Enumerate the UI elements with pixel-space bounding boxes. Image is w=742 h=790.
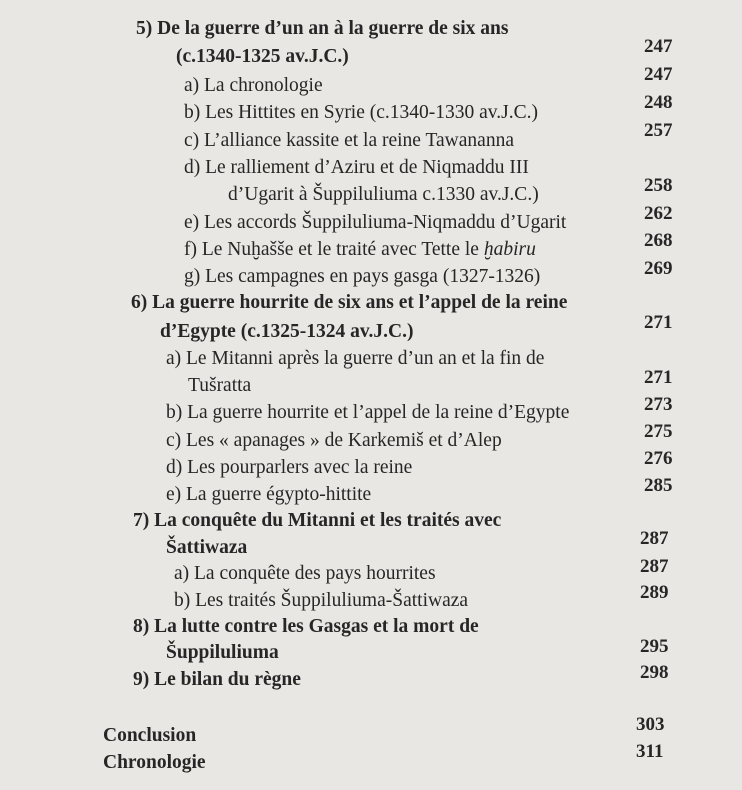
toc-heading-8-line1: 8) La lutte contre les Gasgas et la mort de: [133, 616, 479, 637]
toc-page-number: 285: [644, 475, 673, 496]
toc-page-number: 289: [640, 582, 669, 603]
toc-item: a) Le Mitanni après la guerre d’un an et la fin de: [166, 348, 545, 369]
toc-page-number: 247: [644, 64, 673, 85]
toc-item: a) La chronologie: [184, 75, 323, 96]
toc-heading-6-line2: d’Egypte (c.1325-1324 av.J.C.): [160, 321, 414, 342]
toc-item: Tušratta: [188, 375, 252, 396]
toc-item: b) Les traités Šuppiluliuma-Šattiwaza: [174, 590, 469, 611]
toc-page-number: 275: [644, 421, 673, 442]
toc-item: e) Les accords Šuppiluliuma-Niqmaddu d’Ugarit: [184, 212, 567, 233]
toc-page-number: 271: [644, 367, 673, 388]
toc-heading-5-line1: 5) De la guerre d’un an à la guerre de six ans: [136, 18, 509, 39]
toc-item: d’Ugarit à Šuppiluliuma c.1330 av.J.C.): [228, 184, 539, 205]
toc-item: g) Les campagnes en pays gasga (1327-1326): [184, 266, 541, 287]
toc-page-number: 262: [644, 203, 673, 224]
toc-page-number: 287: [640, 528, 669, 549]
toc-page-number: 303: [636, 714, 665, 735]
toc-item: b) Les Hittites en Syrie (c.1340-1330 av.J.C.): [184, 102, 538, 123]
toc-conclusion: Conclusion: [103, 725, 197, 746]
toc-heading-7-line1: 7) La conquête du Mitanni et les traités avec: [133, 510, 502, 531]
toc-page-number: 298: [640, 662, 669, 683]
toc-item: d) Les pourparlers avec la reine: [166, 457, 413, 478]
toc-item: c) Les « apanages » de Karkemiš et d’Alep: [166, 430, 502, 451]
toc-page-number: 295: [640, 636, 669, 657]
toc-page-number: 258: [644, 175, 673, 196]
toc-page-number: 276: [644, 448, 673, 469]
toc-page-number: 248: [644, 92, 673, 113]
toc-item: [184, 239, 536, 261]
toc-page-number: 271: [644, 312, 673, 333]
toc-chronologie: Chronologie: [103, 752, 206, 773]
toc-page-number: 311: [636, 741, 664, 762]
toc-page-number: 247: [644, 36, 673, 57]
toc-item: e) La guerre égypto-hittite: [166, 484, 372, 505]
toc-page-number: 257: [644, 120, 673, 141]
toc-heading-5-line2: (c.1340-1325 av.J.C.): [176, 46, 349, 67]
toc-page-number: 268: [644, 230, 673, 251]
toc-heading-8-line2: Šuppiluliuma: [166, 642, 279, 663]
toc-item: d) Le ralliement d’Aziru et de Niqmaddu III: [184, 157, 529, 178]
toc-page-number: 269: [644, 258, 673, 279]
toc-heading-6-line1: 6) La guerre hourrite de six ans et l’appel de la reine: [131, 292, 568, 313]
toc-item-text: f) Le Nuḫašše et le traité avec Tette le: [184, 239, 479, 260]
toc-heading-7-line2: Šattiwaza: [166, 537, 248, 558]
toc-heading-9: 9) Le bilan du règne: [133, 669, 301, 690]
toc-page-number: 287: [640, 556, 669, 577]
toc-item: c) L’alliance kassite et la reine Tawananna: [184, 130, 514, 151]
toc-item: b) La guerre hourrite et l’appel de la reine d’Egypte: [166, 402, 570, 423]
toc-page-number: 273: [644, 394, 673, 415]
toc-item: a) La conquête des pays hourrites: [174, 563, 436, 584]
toc-item-italic: ḫabiru: [483, 239, 536, 260]
